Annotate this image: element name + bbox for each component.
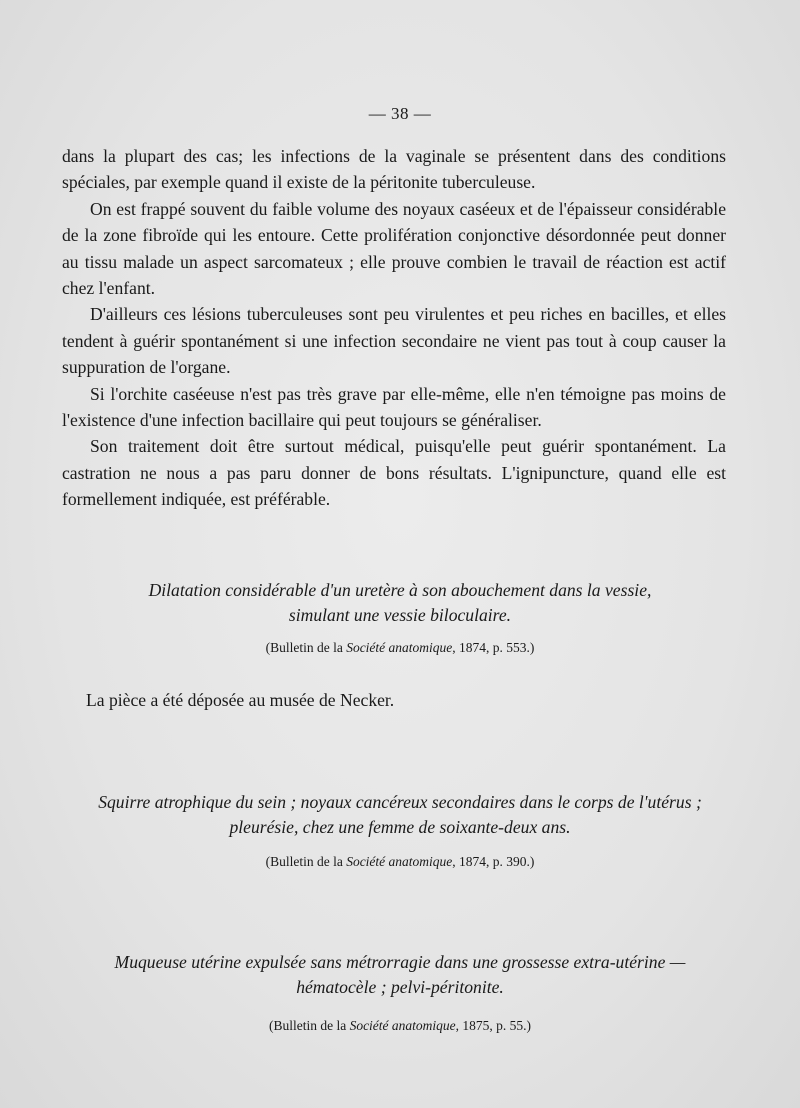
entry-title-line: simulant une vessie biloculaire. [288,605,512,625]
case-entry [60,790,740,870]
bulletin-reference: (Bulletin de la Société anatomique, 1874, p. 390.) [265,854,535,869]
body-text [62,143,726,513]
bulletin-reference: (Bulletin de la Société anatomique, 1874, p. 553.) [265,640,535,655]
paragraph: On est frappé souvent du faible volume des noyaux caséeux et de l'épaisseur considérable de la zone fibroïde qui les entoure. Cette prolifération conjonctive désordonnée peut donner au tissu malade un aspect sarcomateux ; elle prouve combien le travail de réaction est actif chez l'enfant. [62,198,726,299]
case-entry [60,950,740,1034]
entry-title-line: Squirre atrophique du sein ; noyaux cancéreux secondaires dans le corps de l'utérus ; [98,792,702,812]
entry-note: La pièce a été déposée au musée de Necker. [86,690,395,710]
case-entry [60,578,740,656]
paragraph: Si l'orchite caséeuse n'est pas très grave par elle-même, elle n'en témoigne pas moins de l'existence d'une infection bacillaire qui peut toujours se généraliser. [62,383,726,431]
paragraph: Son traitement doit être surtout médical, puisqu'elle peut guérir spontanément. La castration ne nous a pas paru donner de bons résultats. L'ignipuncture, quand elle est formellement indiquée, est préférable. [62,436,726,510]
page-number: — 38 — [368,104,432,123]
bulletin-reference: (Bulletin de la Société anatomique, 1875, p. 55.) [268,1018,532,1033]
paragraph: dans la plupart des cas; les infections de la vaginale se présentent dans des conditions spéciales, par exemple quand il existe de la péritonite tuberculeuse. [62,146,726,193]
entry-title-line: Muqueuse utérine expulsée sans métrorragie dans une grossesse extra-utérine — [114,952,686,972]
entry-title-line: Dilatation considérable d'un uretère à son abouchement dans la vessie, [148,580,652,600]
entry-title-line: pleurésie, chez une femme de soixante-deux ans. [229,817,571,837]
entry-title-line: hématocèle ; pelvi-péritonite. [296,977,504,997]
paragraph: D'ailleurs ces lésions tuberculeuses sont peu virulentes et peu riches en bacilles, et elles tendent à guérir spontanément si une infection secondaire ne vient pas tout à coup causer la suppuration de l'organe. [62,304,726,378]
